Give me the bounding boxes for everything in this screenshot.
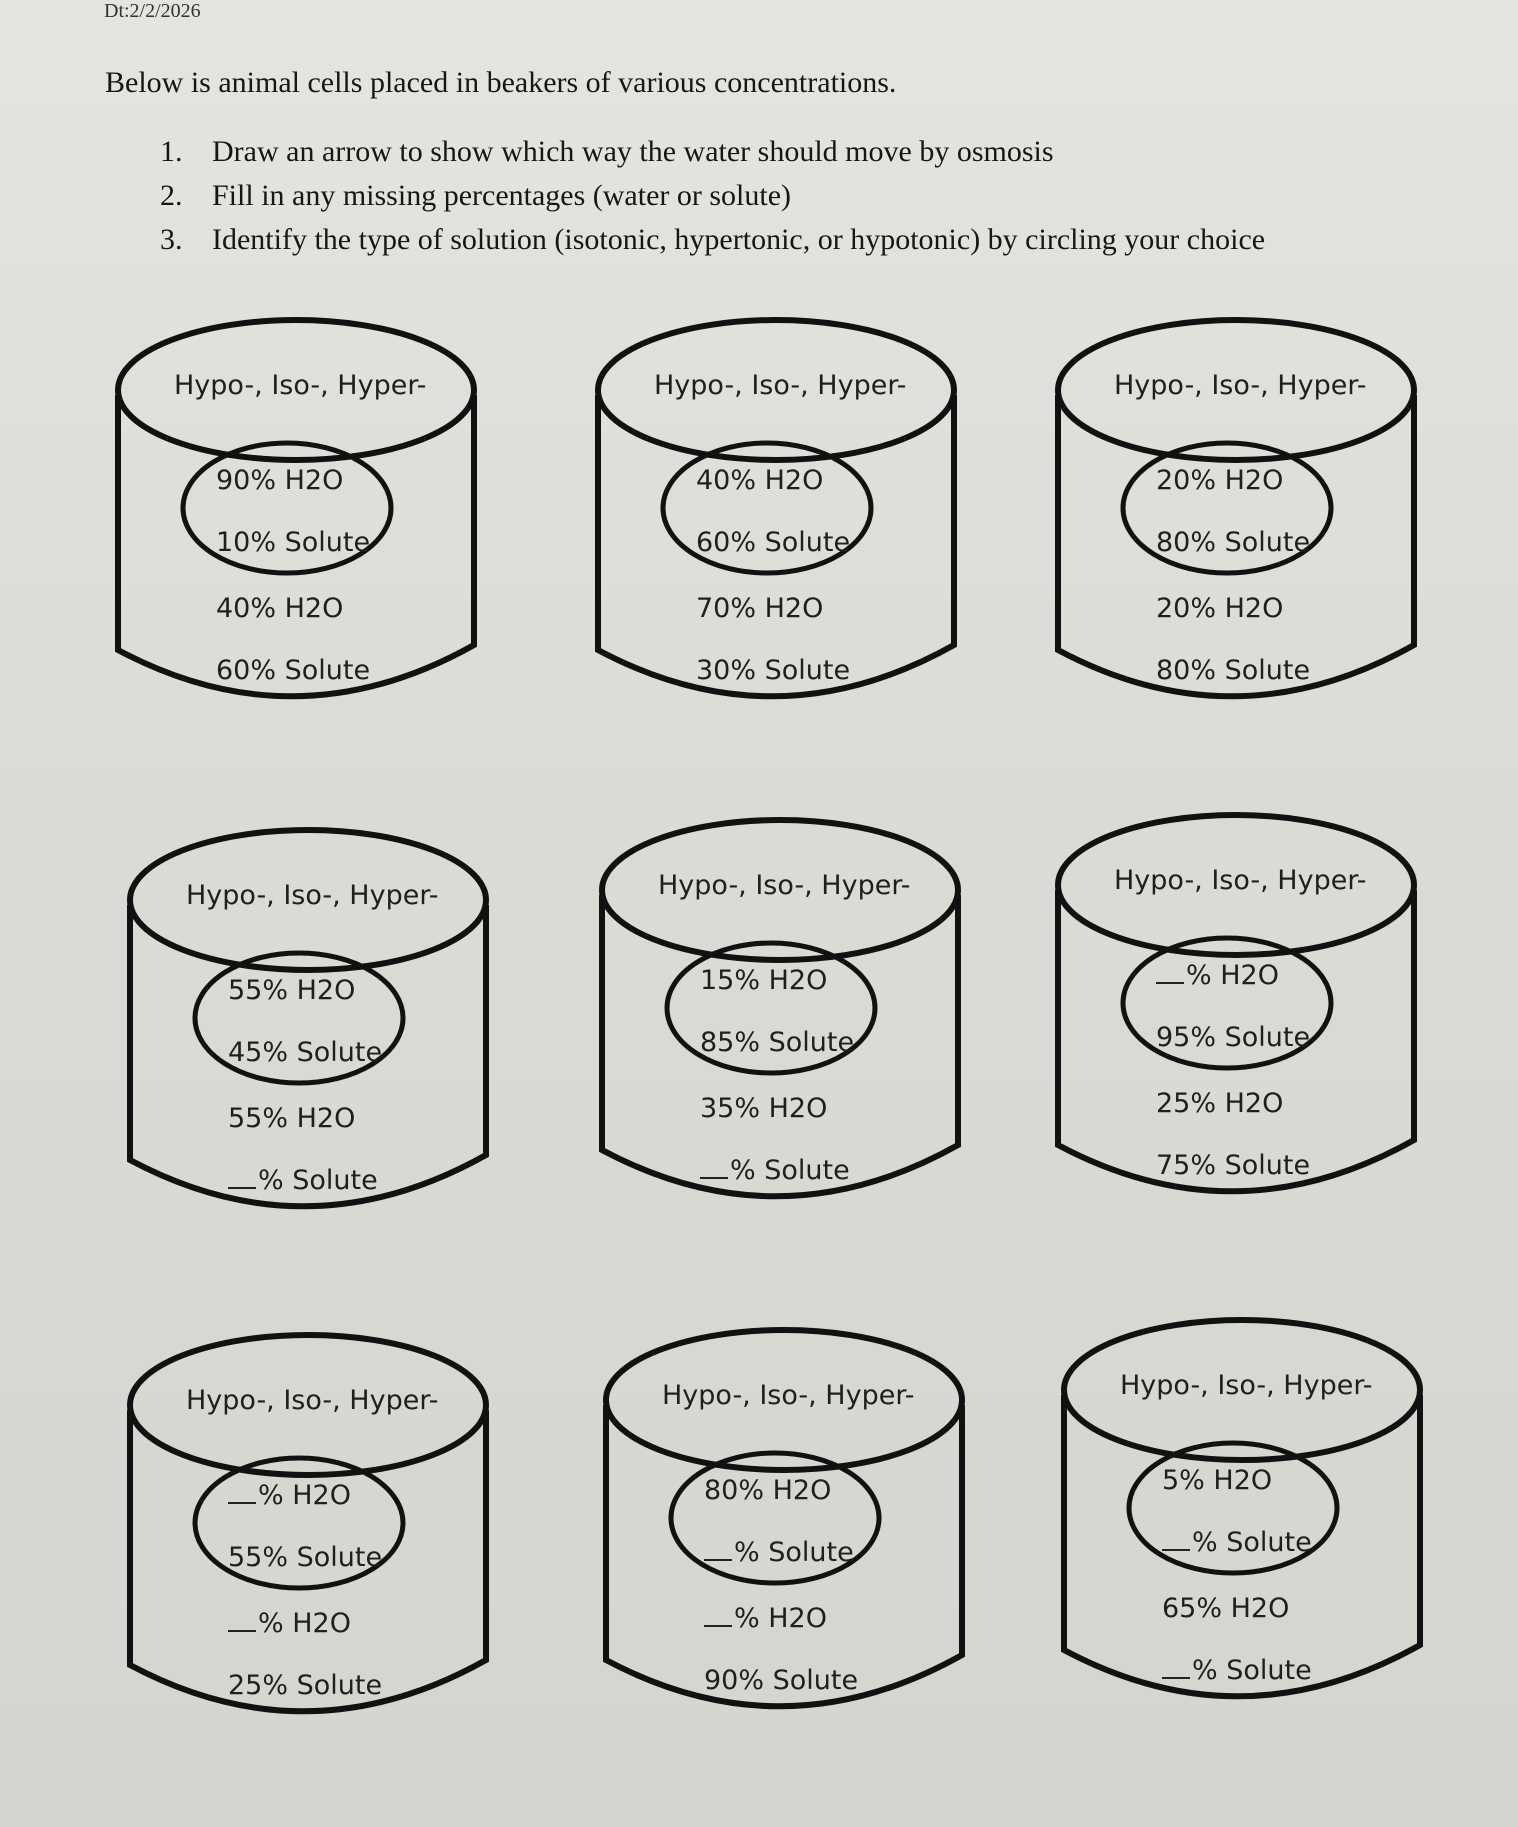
instruction-item: 2. Fill in any missing percentages (water or solute) <box>160 179 792 212</box>
solution-water-percent: % H2O <box>704 1603 827 1634</box>
cell-water-percent: % H2O <box>1156 960 1279 991</box>
beaker-8 <box>600 1325 970 1755</box>
solution-type-choices[interactable]: Hypo-, Iso-, Hyper- <box>1114 370 1367 401</box>
solution-type-choices[interactable]: Hypo-, Iso-, Hyper- <box>658 870 911 901</box>
solution-water-percent: 20% H2O <box>1156 593 1284 624</box>
solution-solute-percent: 25% Solute <box>228 1670 383 1701</box>
cell-water-percent: 90% H2O <box>216 465 344 496</box>
solution-water-percent: 40% H2O <box>216 593 344 624</box>
beaker-9 <box>1058 1315 1428 1745</box>
answer-blank[interactable] <box>228 1498 256 1504</box>
solution-type-choices[interactable]: Hypo-, Iso-, Hyper- <box>662 1380 915 1411</box>
cell-water-percent: 15% H2O <box>700 965 828 996</box>
answer-blank[interactable] <box>228 1183 256 1189</box>
answer-blank[interactable] <box>700 1173 728 1179</box>
answer-blank[interactable] <box>704 1555 732 1561</box>
solution-water-percent: 35% H2O <box>700 1093 828 1124</box>
beaker-7 <box>124 1330 494 1760</box>
solution-water-percent: 55% H2O <box>228 1103 356 1134</box>
intro-text: Below is animal cells placed in beakers of various concentrations. <box>105 66 897 99</box>
solution-solute-percent: 30% Solute <box>696 655 851 686</box>
cell-water-percent: 5% H2O <box>1162 1465 1273 1496</box>
instruction-item: 1. Draw an arrow to show which way the water should move by osmosis <box>160 135 1054 168</box>
cell-water-percent: % H2O <box>228 1480 351 1511</box>
solution-water-percent: 65% H2O <box>1162 1593 1290 1624</box>
cell-solute-percent: % Solute <box>1162 1527 1312 1558</box>
solution-type-choices[interactable]: Hypo-, Iso-, Hyper- <box>186 1385 439 1416</box>
solution-solute-percent: % Solute <box>1162 1655 1312 1686</box>
cell-solute-percent: 85% Solute <box>700 1027 855 1058</box>
beaker-3 <box>1052 315 1422 745</box>
solution-solute-percent: % Solute <box>228 1165 378 1196</box>
solution-type-choices[interactable]: Hypo-, Iso-, Hyper- <box>1120 1370 1373 1401</box>
solution-type-choices[interactable]: Hypo-, Iso-, Hyper- <box>1114 865 1367 896</box>
answer-blank[interactable] <box>1162 1673 1190 1679</box>
solution-type-choices[interactable]: Hypo-, Iso-, Hyper- <box>654 370 907 401</box>
solution-solute-percent: 90% Solute <box>704 1665 859 1696</box>
beaker-5 <box>596 815 966 1245</box>
cell-solute-percent: 45% Solute <box>228 1037 383 1068</box>
beaker-6 <box>1052 810 1422 1240</box>
solution-water-percent: 70% H2O <box>696 593 824 624</box>
beaker-2 <box>592 315 962 745</box>
cell-solute-percent: 95% Solute <box>1156 1022 1311 1053</box>
cell-solute-percent: 10% Solute <box>216 527 371 558</box>
answer-blank[interactable] <box>704 1621 732 1627</box>
solution-water-percent: % H2O <box>228 1608 351 1639</box>
cell-solute-percent: % Solute <box>704 1537 854 1568</box>
cell-water-percent: 20% H2O <box>1156 465 1284 496</box>
solution-solute-percent: 80% Solute <box>1156 655 1311 686</box>
solution-water-percent: 25% H2O <box>1156 1088 1284 1119</box>
solution-type-choices[interactable]: Hypo-, Iso-, Hyper- <box>186 880 439 911</box>
answer-blank[interactable] <box>228 1626 256 1632</box>
cell-water-percent: 55% H2O <box>228 975 356 1006</box>
cell-solute-percent: 80% Solute <box>1156 527 1311 558</box>
beaker-4 <box>124 825 494 1255</box>
cell-water-percent: 40% H2O <box>696 465 824 496</box>
solution-solute-percent: 60% Solute <box>216 655 371 686</box>
answer-blank[interactable] <box>1156 978 1184 984</box>
solution-type-choices[interactable]: Hypo-, Iso-, Hyper- <box>174 370 427 401</box>
cell-solute-percent: 55% Solute <box>228 1542 383 1573</box>
date-stub: Dt:2/2/2026 <box>104 0 201 22</box>
cell-solute-percent: 60% Solute <box>696 527 851 558</box>
instruction-item: 3. Identify the type of solution (isotonic, hypertonic, or hypotonic) by circling your choice <box>160 223 1266 256</box>
beaker-1 <box>112 315 482 745</box>
cell-water-percent: 80% H2O <box>704 1475 832 1506</box>
instruction-list <box>160 130 1265 262</box>
answer-blank[interactable] <box>1162 1545 1190 1551</box>
solution-solute-percent: % Solute <box>700 1155 850 1186</box>
solution-solute-percent: 75% Solute <box>1156 1150 1311 1181</box>
